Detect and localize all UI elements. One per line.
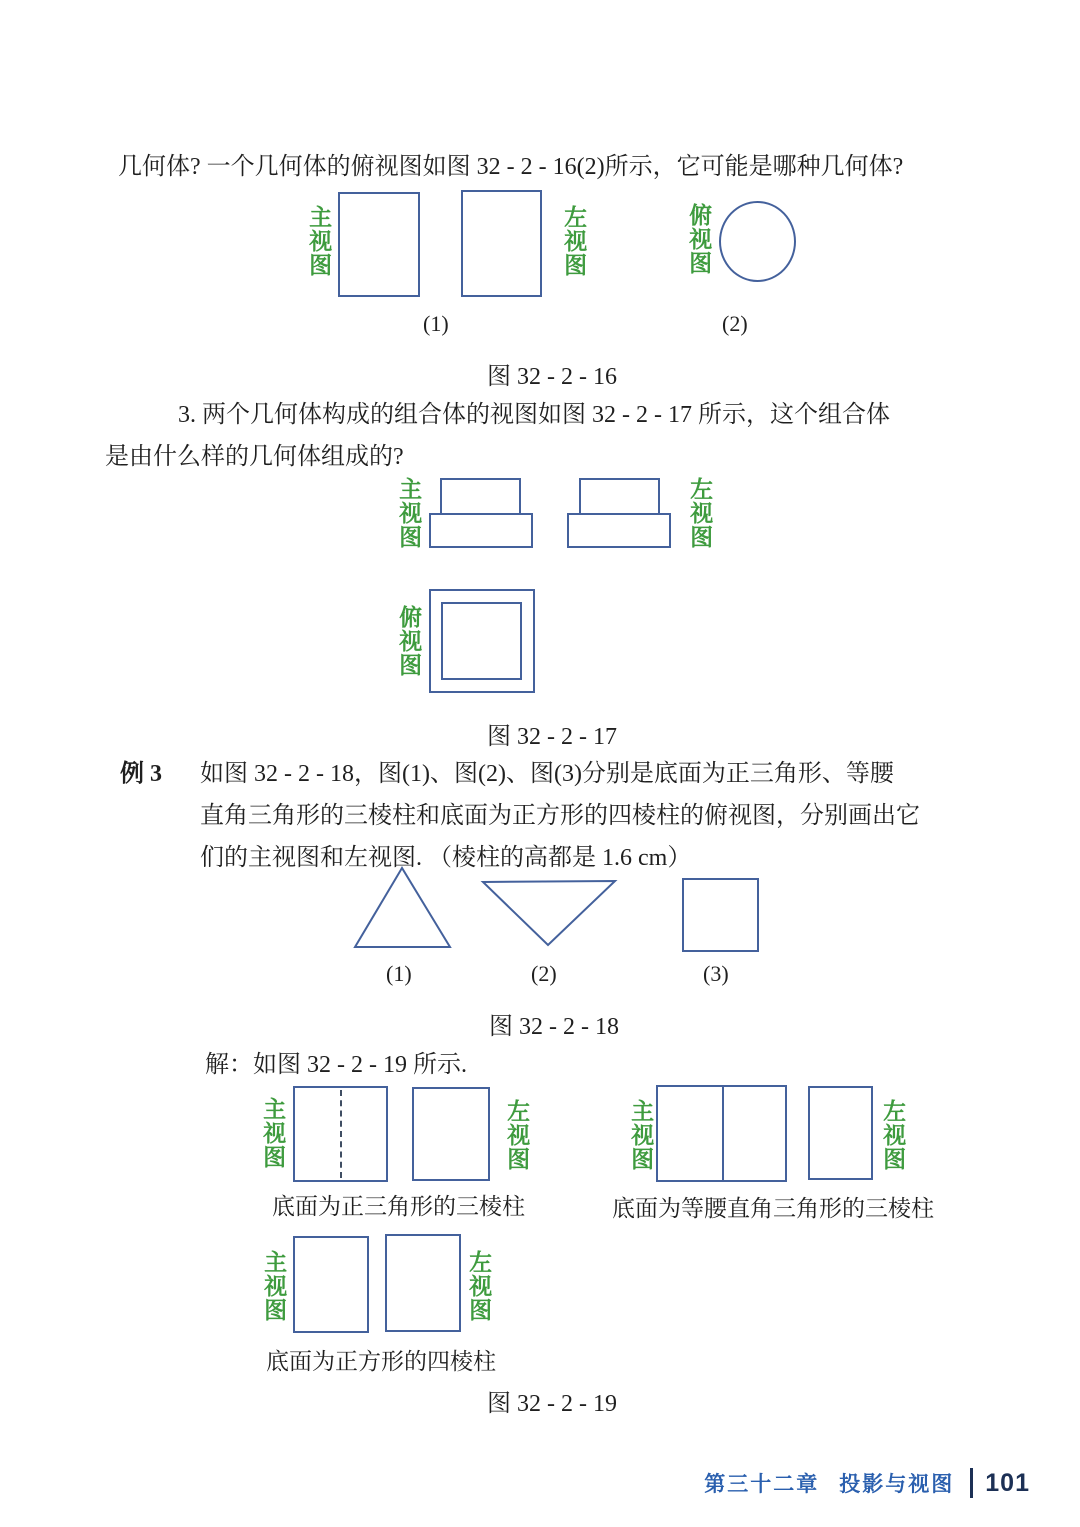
footer-page-number: 101: [985, 1468, 1030, 1497]
fig17-left-bottom-rect: [567, 513, 671, 548]
fig19-g2-left-view-label: 左视图: [880, 1099, 906, 1171]
fig18-triangle-down-shape: [483, 881, 615, 945]
fig19-g3-left-view-label: 左视图: [466, 1250, 492, 1322]
fig19-g3-caption: 底面为正方形的四棱柱: [266, 1349, 496, 1374]
fig19-g3-front-view-label: 主视图: [261, 1250, 287, 1322]
fig19-g2-front-view-label: 主视图: [628, 1099, 654, 1171]
fig17-front-bottom-rect: [429, 513, 533, 548]
page-footer: [704, 1468, 1030, 1498]
fig17-front-top-rect: [440, 478, 521, 515]
fig16-top-view-label: 俯视图: [686, 203, 712, 275]
fig17-top-view-inner-square: [441, 602, 522, 680]
fig19-g1-front-view-rect: [293, 1086, 388, 1182]
fig19-g2-left-view-rect: [808, 1086, 873, 1180]
fig17-top-view-label: 俯视图: [396, 605, 422, 677]
intro-paragraph: 几何体? 一个几何体的俯视图如图 32 - 2 - 16(2)所示，它可能是哪种几何体?: [118, 154, 904, 180]
question3-line1: 3. 两个几何体构成的组合体的视图如图 32 - 2 - 17 所示，这个组合体: [178, 402, 890, 428]
fig18-triangle-up-shape: [355, 868, 450, 947]
fig19-g2-front-view-rect: [656, 1085, 787, 1182]
example3-line1: 如图 32 - 2 - 18，图(1)、图(2)、图(3)分别是底面为正三角形、等腰: [200, 761, 894, 787]
example3-line3: 们的主视图和左视图. （棱柱的高都是 1.6 cm）: [200, 845, 692, 871]
fig16-left-view-label: 左视图: [561, 205, 587, 277]
fig18-shapes: [340, 865, 770, 960]
fig17-caption: 图 32 - 2 - 17: [487, 724, 617, 750]
fig16-front-view-rect: [338, 192, 420, 297]
fig18-sub1: (1): [386, 961, 412, 986]
question3-line2: 是由什么样的几何体组成的?: [105, 444, 404, 470]
fig16-front-view-label: 主视图: [306, 205, 332, 277]
fig17-left-view-label: 左视图: [687, 477, 713, 549]
fig18-sub2: (2): [531, 961, 557, 986]
fig18-sub3: (3): [703, 961, 729, 986]
fig19-g3-left-view-rect: [385, 1234, 461, 1332]
fig19-g2-edge-line: [722, 1087, 724, 1180]
solution-line: 解：如图 32 - 2 - 19 所示.: [205, 1052, 467, 1078]
fig16-top-view-circle: [719, 201, 796, 282]
fig19-g1-left-view-rect: [412, 1087, 490, 1181]
footer-section: 投影与视图: [839, 1473, 955, 1496]
fig19-caption: 图 32 - 2 - 19: [487, 1391, 617, 1417]
fig19-g1-front-view-label: 主视图: [260, 1097, 286, 1169]
fig19-g1-caption: 底面为正三角形的三棱柱: [272, 1194, 525, 1219]
example3-label: 例 3: [120, 761, 162, 787]
fig19-g3-front-view-rect: [293, 1236, 369, 1333]
fig16-sub1: (1): [423, 311, 449, 336]
fig18-caption: 图 32 - 2 - 18: [489, 1014, 619, 1040]
footer-chapter: 第三十二章: [704, 1473, 820, 1496]
fig17-front-view-label: 主视图: [396, 477, 422, 549]
fig19-g1-hidden-edge-dashed-line: [340, 1090, 342, 1178]
footer-divider: [970, 1468, 973, 1498]
fig16-caption: 图 32 - 2 - 16: [487, 364, 617, 390]
fig16-sub2: (2): [722, 311, 748, 336]
example3-line2: 直角三角形的三棱柱和底面为正方形的四棱柱的俯视图，分别画出它: [200, 803, 920, 829]
fig18-square-shape: [683, 879, 758, 951]
fig19-g2-caption: 底面为等腰直角三角形的三棱柱: [612, 1196, 934, 1221]
fig17-left-top-rect: [579, 478, 660, 515]
fig19-g1-left-view-label: 左视图: [504, 1099, 530, 1171]
fig16-left-view-rect: [461, 190, 542, 297]
